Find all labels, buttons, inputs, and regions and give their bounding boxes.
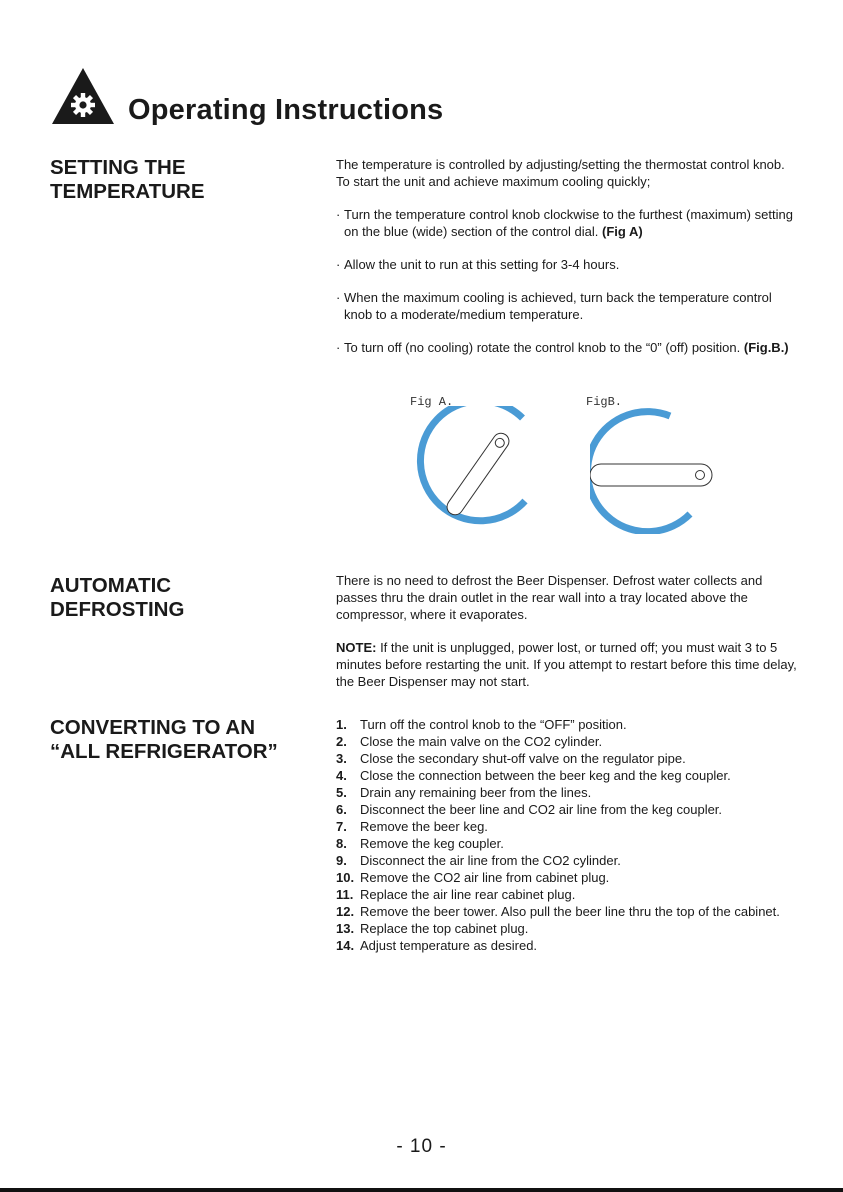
section-title-automatic-defrosting: AUTOMATIC DEFROSTING bbox=[50, 574, 185, 621]
step-text: Turn off the control knob to the “OFF” position. bbox=[360, 717, 627, 732]
step-item bbox=[336, 767, 800, 784]
step-number: 3. bbox=[336, 751, 347, 766]
step-text: Disconnect the air line from the CO2 cylinder. bbox=[360, 853, 621, 868]
fig-a-label: Fig A. bbox=[410, 395, 454, 409]
step-number: 1. bbox=[336, 717, 347, 732]
step-number: 7. bbox=[336, 819, 347, 834]
step-text: Remove the CO2 air line from cabinet plug. bbox=[360, 870, 610, 885]
step-text: Replace the air line rear cabinet plug. bbox=[360, 887, 576, 902]
step-number: 2. bbox=[336, 734, 347, 749]
step-number: 13. bbox=[336, 921, 355, 936]
step-item bbox=[336, 818, 800, 835]
note-label: NOTE: bbox=[336, 640, 377, 655]
step-text: Remove the beer keg. bbox=[360, 819, 488, 834]
section-title-setting-temperature: SETTING THE TEMPERATURE bbox=[50, 156, 205, 203]
bullet-item: · When the maximum cooling is achieved, turn back the temperature control knob to a moderate/medium temperature. bbox=[336, 290, 772, 322]
page-header bbox=[50, 66, 750, 128]
step-item bbox=[336, 852, 800, 869]
step-text: Disconnect the beer line and CO2 air line from the keg coupler. bbox=[360, 802, 723, 817]
warning-gear-icon bbox=[50, 66, 116, 126]
step-item bbox=[336, 716, 800, 733]
fig-b-dial bbox=[590, 406, 730, 534]
converting-steps bbox=[336, 716, 800, 954]
step-item bbox=[336, 750, 800, 767]
page-title: Operating Instructions bbox=[128, 94, 444, 126]
defrost-note: NOTE: If the unit is unplugged, power lost, or turned off; you must wait 3 to 5 minutes before restarting the unit. If you attempt to restart before this time delay, the Beer Dispenser may not start. bbox=[336, 640, 797, 689]
bottom-rule bbox=[0, 1188, 843, 1192]
defrost-paragraph: There is no need to defrost the Beer Dispenser. Defrost water collects and passes thru the drain outlet in the rear wall into a tray located above the compressor, where it evaporates. bbox=[336, 573, 763, 622]
step-item bbox=[336, 733, 800, 750]
step-item bbox=[336, 835, 800, 852]
step-item bbox=[336, 903, 800, 920]
step-text: Close the main valve on the CO2 cylinder. bbox=[360, 734, 603, 749]
section-title-converting: CONVERTING TO AN “ALL REFRIGERATOR” bbox=[50, 716, 278, 763]
step-item bbox=[336, 886, 800, 903]
step-number: 6. bbox=[336, 802, 347, 817]
bullet-item: · Allow the unit to run at this setting for 3-4 hours. bbox=[336, 257, 620, 272]
bullet-item: · To turn off (no cooling) rotate the control knob to the “0” (off) position. (Fig.B.) bbox=[336, 340, 789, 355]
setting-temperature-intro: The temperature is controlled by adjusting/setting the thermostat control knob. To start the unit and achieve maximum cooling quickly; bbox=[336, 157, 785, 189]
step-text: Remove the beer tower. Also pull the beer line thru the top of the cabinet. bbox=[360, 904, 780, 919]
step-number: 4. bbox=[336, 768, 347, 783]
steps-list bbox=[336, 716, 800, 954]
step-number: 5. bbox=[336, 785, 347, 800]
fig-b-label: FigB. bbox=[586, 395, 623, 409]
step-number: 8. bbox=[336, 836, 347, 851]
step-item bbox=[336, 937, 800, 954]
dial-figures bbox=[400, 392, 730, 532]
step-number: 9. bbox=[336, 853, 347, 868]
step-item bbox=[336, 784, 800, 801]
automatic-defrosting-body bbox=[336, 572, 800, 706]
step-text: Adjust temperature as desired. bbox=[360, 938, 538, 953]
step-text: Replace the top cabinet plug. bbox=[360, 921, 529, 936]
fig-a-dial bbox=[414, 406, 542, 534]
step-number: 11. bbox=[336, 887, 354, 902]
step-number: 10. bbox=[336, 870, 355, 885]
step-text: Drain any remaining beer from the lines. bbox=[360, 785, 592, 800]
setting-temperature-body bbox=[336, 156, 800, 372]
step-item bbox=[336, 801, 800, 818]
step-text: Close the secondary shut-off valve on the regulator pipe. bbox=[360, 751, 686, 766]
step-text: Close the connection between the beer keg and the keg coupler. bbox=[360, 768, 731, 783]
step-number: 12. bbox=[336, 904, 355, 919]
page-number: - 10 - bbox=[396, 1136, 447, 1157]
bullet-item: · Turn the temperature control knob clockwise to the furthest (maximum) setting on the blue (wide) section of the control dial. (Fig A) bbox=[336, 207, 793, 239]
step-item bbox=[336, 920, 800, 937]
step-item bbox=[336, 869, 800, 886]
step-text: Remove the keg coupler. bbox=[360, 836, 504, 851]
step-number: 14. bbox=[336, 938, 355, 953]
